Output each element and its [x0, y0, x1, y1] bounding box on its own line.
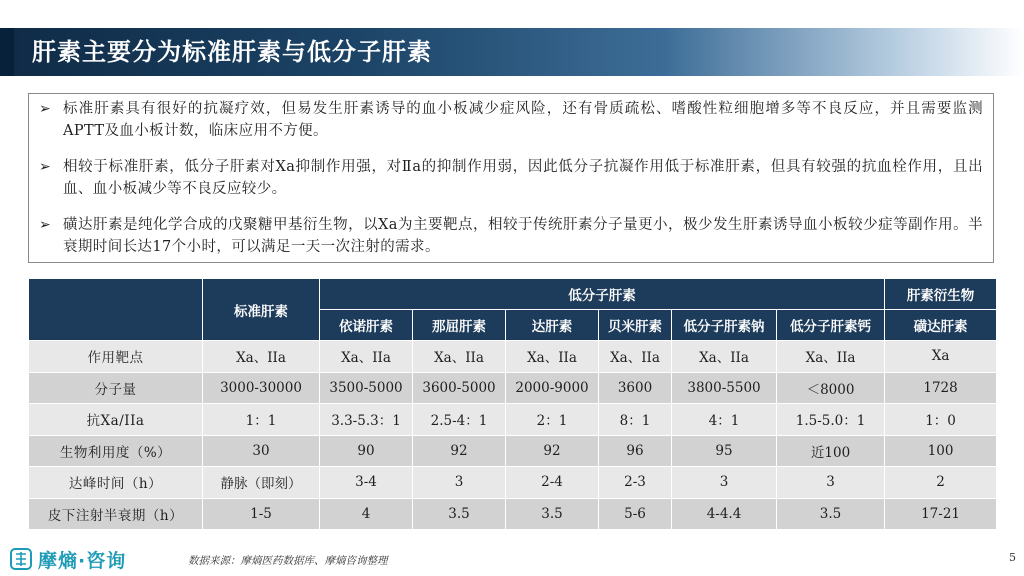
data-source-note: 数据来源：摩熵医药数据库、摩熵咨询整理 — [188, 555, 388, 567]
table-row — [29, 467, 997, 499]
header-drug: 依诺肝素 — [320, 310, 413, 341]
table-cell: Xa、IIa — [777, 341, 885, 373]
table-cell: Xa、IIa — [599, 341, 672, 373]
row-label: 皮下注射半衰期（h） — [29, 498, 203, 530]
header-lmwh-group: 低分子肝素 — [320, 279, 885, 310]
table-cell: 3.5 — [413, 498, 506, 530]
table-cell: 4：1 — [672, 404, 777, 436]
table-cell: 4 — [320, 498, 413, 530]
header-standard-heparin: 标准肝素 — [203, 279, 320, 341]
row-label: 抗Xa/IIa — [29, 404, 203, 436]
table-cell: 近100 — [777, 435, 885, 467]
table-cell: 92 — [413, 435, 506, 467]
table-cell: 4-4.4 — [672, 498, 777, 530]
table-cell: 1728 — [885, 372, 997, 404]
table-cell: 1.5-5.0：1 — [777, 404, 885, 436]
table-cell: Xa、IIa — [506, 341, 599, 373]
table-cell: 95 — [672, 435, 777, 467]
table-cell: 3 — [672, 467, 777, 499]
table-row — [29, 435, 997, 467]
table-body — [29, 341, 997, 530]
header-drug: 那屈肝素 — [413, 310, 506, 341]
table-cell: 2：1 — [506, 404, 599, 436]
table-cell: 2-4 — [506, 467, 599, 499]
table-cell: Xa — [885, 341, 997, 373]
table-cell: 3500-5000 — [320, 372, 413, 404]
table-row — [29, 341, 997, 373]
logo-icon — [10, 548, 32, 570]
header-drug: 低分子肝素钙 — [777, 310, 885, 341]
table-cell: Xa、IIa — [320, 341, 413, 373]
title-bar — [0, 28, 1024, 76]
summary-box — [28, 93, 994, 263]
page-number: 5 — [1009, 551, 1016, 564]
table-cell: 2-3 — [599, 467, 672, 499]
table-cell: 1：1 — [203, 404, 320, 436]
table-cell: 3600-5000 — [413, 372, 506, 404]
header-drug: 磺达肝素 — [885, 310, 997, 341]
table-cell: Xa、IIa — [203, 341, 320, 373]
table-cell: Xa、IIa — [672, 341, 777, 373]
bullet-text: 相较于标准肝素，低分子肝素对Xa抑制作用强，对Ⅱa的抑制作用弱，因此低分子抗凝作用低于标准肝素，但具有较强的抗血栓作用，且出血、血小板减少等不良反应较少。 — [63, 159, 983, 197]
row-label: 分子量 — [29, 372, 203, 404]
table-cell: 100 — [885, 435, 997, 467]
table-cell: 30 — [203, 435, 320, 467]
table-cell: 3800-5500 — [672, 372, 777, 404]
table-cell: 3000-30000 — [203, 372, 320, 404]
table-row — [29, 372, 997, 404]
row-label: 达峰时间（h） — [29, 467, 203, 499]
table-cell: 2000-9000 — [506, 372, 599, 404]
table-cell: 8：1 — [599, 404, 672, 436]
table-cell: 3-4 — [320, 467, 413, 499]
logo-text: 摩熵·咨询 — [38, 549, 127, 572]
bullet-item — [39, 98, 983, 142]
page-title: 肝素主要分为标准肝素与低分子肝素 — [32, 37, 432, 66]
header-derivative-group: 肝素衍生物 — [885, 279, 997, 310]
bullet-arrow-icon: ➢ — [39, 101, 52, 117]
table-cell: 90 — [320, 435, 413, 467]
table-corner — [29, 279, 203, 341]
table-cell: 2 — [885, 467, 997, 499]
row-label: 作用靶点 — [29, 341, 203, 373]
header-drug: 贝米肝素 — [599, 310, 672, 341]
table-cell: Xa、IIa — [413, 341, 506, 373]
title-accent — [0, 28, 14, 76]
header-drug: 达肝素 — [506, 310, 599, 341]
bullet-arrow-icon: ➢ — [39, 217, 52, 233]
table-cell: 3.5 — [777, 498, 885, 530]
table-row — [29, 498, 997, 530]
bullet-arrow-icon: ➢ — [39, 159, 52, 175]
bullet-text: 磺达肝素是纯化学合成的戊聚糖甲基衍生物，以Xa为主要靶点，相较于传统肝素分子量更小，极少发生肝素诱导血小板较少症等副作用。半衰期时间长达17个小时，可以满足一天一次注射的需求。 — [63, 217, 983, 255]
table-cell: 96 — [599, 435, 672, 467]
table-cell: 1：0 — [885, 404, 997, 436]
table-cell: 1-5 — [203, 498, 320, 530]
table-cell: 3.3-5.3：1 — [320, 404, 413, 436]
table-cell: 3 — [777, 467, 885, 499]
table-cell: 17-21 — [885, 498, 997, 530]
brand-logo — [10, 546, 126, 572]
table-row — [29, 404, 997, 436]
row-label: 生物利用度（%） — [29, 435, 203, 467]
table-cell: 92 — [506, 435, 599, 467]
bullet-item — [39, 214, 983, 258]
table-cell: 5-6 — [599, 498, 672, 530]
heparin-comparison-table — [28, 278, 997, 530]
bullet-item — [39, 156, 983, 200]
header-drug: 低分子肝素钠 — [672, 310, 777, 341]
table-cell: 静脉（即刻） — [203, 467, 320, 499]
bullet-text: 标准肝素具有很好的抗凝疗效，但易发生肝素诱导的血小板减少症风险，还有骨质疏松、嗜酸性粒细胞增多等不良反应，并且需要监测APTT及血小板计数，临床应用不方便。 — [63, 101, 983, 139]
table-cell: 2.5-4：1 — [413, 404, 506, 436]
table-cell: 3 — [413, 467, 506, 499]
table-cell: ＜8000 — [777, 372, 885, 404]
table-cell: 3.5 — [506, 498, 599, 530]
table-cell: 3600 — [599, 372, 672, 404]
